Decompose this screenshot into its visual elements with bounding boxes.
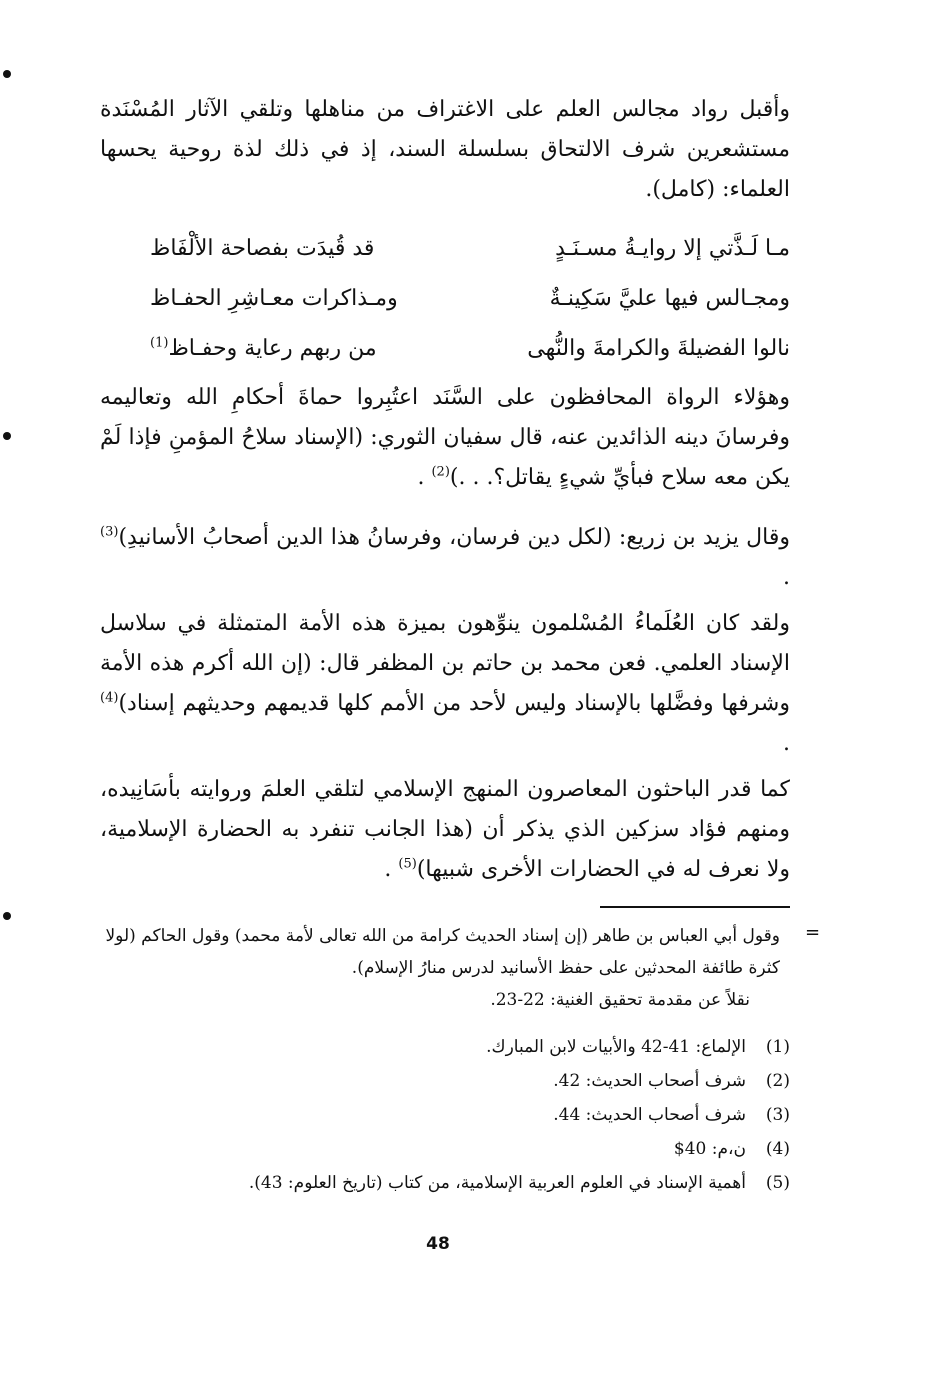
paragraph-3: [100, 518, 790, 598]
period: .: [783, 731, 790, 756]
footnote-item: [200, 1064, 790, 1098]
paragraph-content: [100, 378, 790, 498]
paragraph-4: [100, 604, 790, 764]
footnote-ref: (5): [398, 856, 417, 872]
verse-second-hemistich: ومـذاكرات معـاشِرِ الحفـاظ: [150, 286, 398, 311]
footnote-text: أهمية الإسناد في العلوم العربية الإسلامية، من كتاب (تاريخ العلوم: 43).: [248, 1173, 746, 1193]
footnotes: [200, 1030, 790, 1200]
page-number: 48: [426, 1234, 450, 1254]
footnote-continuation: [100, 920, 790, 1016]
period: .: [384, 857, 392, 882]
verse-first-hemistich: نالوا الفضيلةَ والكرامةَ والنُّهى: [527, 336, 790, 361]
footnote-ref: (3): [100, 524, 119, 540]
footnote-separator: [600, 906, 790, 908]
poem-verse: [150, 274, 790, 324]
verse-first-hemistich: مـا لَـذَّتي إلا روايـةُ مسـنَـدٍ: [555, 236, 790, 261]
period: .: [417, 465, 425, 490]
poem-verse: [150, 324, 790, 374]
paragraph-content: [100, 604, 790, 764]
footnote-item: [200, 1132, 790, 1166]
footnote-item: [200, 1030, 790, 1064]
footnote-number: (4): [765, 1139, 790, 1159]
footnote-item: [200, 1166, 790, 1200]
footnote-continuation-text: وقول أبي العباس بن طاهر (إن إسناد الحديث كرامة من الله تعالى لأمة محمد) وقول الحاكم (لولا كثرة طائفة المحدثين على حفظ الأسانيد لدرس منارُ الإسلام).: [105, 926, 780, 978]
paragraph-1: [100, 90, 790, 210]
period: .: [783, 565, 790, 590]
footnote-ref: (4): [100, 690, 119, 706]
paragraph-2: [100, 378, 790, 498]
margin-dot: [3, 70, 11, 78]
footnote-text: شرف أصحاب الحديث: 44.: [553, 1105, 746, 1125]
paragraph-content: [100, 770, 790, 890]
footnote-ref: (2): [431, 464, 450, 480]
paragraph-content: [100, 518, 790, 598]
paragraph-5: [100, 770, 790, 890]
footnote-number: (1): [765, 1037, 790, 1057]
margin-dot: [3, 432, 11, 440]
footnote-item: [200, 1098, 790, 1132]
footnote-source: نقلاً عن مقدمة تحقيق الغنية: 22-23.: [490, 990, 750, 1010]
footnote-text: الإلماع: 41-42 والأبيات لابن المبارك.: [486, 1037, 746, 1057]
footnote-continuation-marker: =: [805, 922, 821, 943]
paragraph-text: كما قدر الباحثون المعاصرون المنهج الإسلامي لتلقي العلمَ وروايته بأسَانِيده، ومنهم فؤاد سزكين الذي يذكر أن (هذا الجانب تنفرد به الحضارة الإسلامية، ولا نعرف له في الحضارات الأخرى شبيها): [100, 777, 790, 882]
footnote-text: ن،م: 40$: [673, 1139, 746, 1159]
footnote-number: (3): [765, 1105, 790, 1125]
paragraph-text: وأقبل رواد مجالس العلم على الاغتراف من مناهلها وتلقي الآثار المُسْنَدة مستشعرين شرف الالتحاق بسلسلة السند، إذ في ذلك لذة روحية يحسها العلماء: (كامل).: [100, 97, 790, 202]
verse-text: من ربهم رعاية وحفـاظ: [168, 336, 377, 361]
footnote-text: شرف أصحاب الحديث: 42.: [553, 1071, 746, 1091]
paragraph-text: وهؤلاء الرواة المحافظون على السَّنَد اعتُبِروا حماةَ أحكامِ الله وتعاليمه وفرسانَ دينه الذائدين عنه، قال سفيان الثوري: (الإسناد سلاحُ المؤمنِ فإذا لَمْ يكن معه سلاح فبأيِّ شيءٍ يقاتل؟. . .): [100, 385, 790, 490]
paragraph-text: وقال يزيد بن زريع: (لكل دين فرسان، وفرسانُ هذا الدين أصحابُ الأسانيدِ): [118, 525, 790, 550]
verse-second-hemistich: [150, 324, 377, 374]
margin-dot: [3, 912, 11, 920]
verse-first-hemistich: ومجـالس فيها عليَّ سَكِينـةٌ: [549, 286, 790, 311]
paragraph-text: ولقد كان العُلَماءُ المُسْلمون ينوِّهون بميزة هذه الأمة المتمثلة في سلاسل الإسناد العلمي. فعن محمد بن حاتم بن المظفر قال: (إن الله أكرم هذه الأمة وشرفها وفضَّلها بالإسناد وليس لأحد من الأمم كلها قديمهم وحديثهم إسناد): [100, 611, 790, 716]
footnote-ref: (1): [150, 335, 169, 351]
poem: [150, 224, 790, 374]
verse-second-hemistich: قد قُيدَت بفصاحة الألْفَاظ: [150, 236, 375, 261]
footnote-number: (2): [765, 1071, 790, 1091]
poem-verse: [150, 224, 790, 274]
footnote-number: (5): [765, 1173, 790, 1193]
